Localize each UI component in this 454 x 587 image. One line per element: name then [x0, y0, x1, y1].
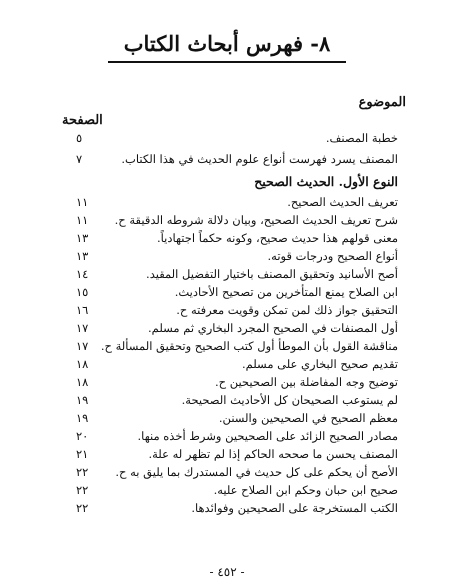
toc-entry-page: ١٣: [76, 249, 89, 263]
toc-entry-page: ١٧: [76, 339, 89, 353]
toc-entry-page: ١٦: [76, 303, 89, 317]
toc-row: [0, 193, 454, 211]
toc-row: [0, 391, 454, 409]
toc-row: [0, 481, 454, 499]
toc-entry-title: لم يستوعب الصحيحان كل الأحاديث الصحيحة.: [181, 393, 398, 407]
toc-entry-page: ١٣: [76, 231, 89, 245]
toc-entry-page: ٢٢: [76, 483, 89, 497]
toc-entry-title: مصادر الصحيح الزائد على الصحيحين وشرط أخذه منها.: [137, 429, 398, 443]
toc-row: [0, 150, 454, 168]
toc-entry-title: ابن الصلاح يمنع المتأخرين من تصحيح الأحاديث.: [174, 285, 398, 299]
toc-entry-title: أول المصنفات في الصحيح المجرد البخاري ثم مسلم.: [148, 321, 398, 335]
toc-entry-page: ١٤: [76, 267, 89, 281]
toc-entry-title: شرح تعريف الحديث الصحيح، وبيان دلالة شروطه الدقيقة ح.: [114, 213, 398, 227]
page-title: ٨- فهرس أبحاث الكتاب: [0, 30, 454, 63]
toc-entry-title: معظم الصحيح في الصحيحين والسنن.: [218, 411, 398, 425]
toc-row: [0, 283, 454, 301]
toc-entry-title: النوع الأول. الحديث الصحيح: [254, 174, 398, 189]
toc-row: [0, 463, 454, 481]
toc-row: [0, 409, 454, 427]
toc-entry-page: ٢٢: [76, 501, 89, 515]
toc-entry-page: ١٩: [76, 411, 89, 425]
toc-row: [0, 265, 454, 283]
toc-entry-page: ١٨: [76, 375, 89, 389]
toc-entry-page: ١٩: [76, 393, 89, 407]
toc-entry-title: أصح الأسانيد وتحقيق المصنف باختيار التفضيل المقيد.: [146, 267, 398, 281]
toc-entry-page: ٧: [76, 152, 83, 166]
toc-entry-title: المصنف يحسن ما صححه الحاكم إذا لم تظهر له علة.: [148, 447, 398, 461]
toc-row: [0, 445, 454, 463]
toc-entry-title: مناقشة القول بأن الموطأ أول كتب الصحيح وتحقيق المسألة ح.: [100, 339, 398, 353]
toc-entry-title: معنى قولهم هذا حديث صحيح، وكونه حكماً اجتهادياً.: [157, 231, 398, 245]
toc-entry-page: ١١: [76, 195, 89, 209]
toc-entry-title: توضيح وجه المفاضلة بين الصحيحين ح.: [214, 375, 398, 389]
toc-section-heading: [0, 173, 454, 191]
toc-entry-title: التحقيق جواز ذلك لمن تمكن وقويت معرفته ح.: [176, 303, 398, 317]
page-number: - ٤٥٢ -: [209, 565, 245, 579]
toc-entry-page: ٢٢: [76, 465, 89, 479]
toc-row: [0, 373, 454, 391]
toc-row: [0, 499, 454, 517]
toc-row: [0, 301, 454, 319]
toc-row: [0, 129, 454, 147]
toc-row: [0, 355, 454, 373]
toc-entry-title: خطبة المصنف.: [325, 131, 398, 145]
topic-column-header: الموضوع: [358, 95, 406, 110]
toc-entry-title: الكتب المستخرجة على الصحيحين وفوائدها.: [191, 501, 398, 515]
toc-entry-page: ١٧: [76, 321, 89, 335]
toc-row: [0, 427, 454, 445]
toc-entry-title: أنواع الصحيح ودرجات قوته.: [267, 249, 398, 263]
toc-entry-page: ٢١: [76, 447, 89, 461]
toc-row: [0, 229, 454, 247]
toc-entry-page: ٢٠: [76, 429, 89, 443]
toc-entry-title: المصنف يسرد فهرست أنواع علوم الحديث في هذا الكتاب.: [121, 152, 398, 166]
toc-entry-page: ١٨: [76, 357, 89, 371]
page-column-header: الصفحة: [62, 113, 103, 128]
toc-row: [0, 247, 454, 265]
toc-entry-title: تقديم صحيح البخاري على مسلم.: [241, 357, 398, 371]
toc-row: [0, 337, 454, 355]
toc-entry-title: تعريف الحديث الصحيح.: [287, 195, 398, 209]
toc-entry-title: صحيح ابن حبان وحكم ابن الصلاح عليه.: [213, 483, 398, 497]
toc-row: [0, 211, 454, 229]
toc-entry-page: ١٥: [76, 285, 89, 299]
toc-row: [0, 319, 454, 337]
toc-entry-title: الأصح أن يحكم على كل حديث في المستدرك بما يليق به ح.: [115, 465, 398, 479]
toc-entry-page: ١١: [76, 213, 89, 227]
toc-entry-page: ٥: [76, 131, 83, 145]
